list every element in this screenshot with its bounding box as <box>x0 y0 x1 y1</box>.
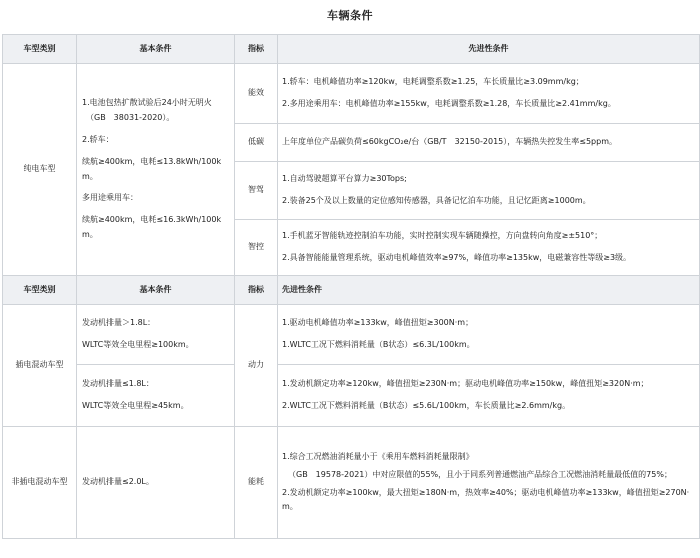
phev-category: 插电混动车型 <box>3 305 77 427</box>
advanced-line: 1.自动驾驶超算平台算力≥30Tops; <box>282 174 407 184</box>
phev-basic-cell <box>77 365 235 427</box>
ev-basic-conditions <box>77 64 235 276</box>
indicator-energy-efficiency: 能效 <box>235 64 278 124</box>
indicator-low-carbon: 低碳 <box>235 124 278 162</box>
advanced-cell <box>278 305 700 365</box>
table-row <box>3 427 700 539</box>
header-category: 车型类别 <box>3 276 77 305</box>
header-basic: 基本条件 <box>77 35 235 64</box>
table-row <box>3 365 700 427</box>
phev-basic-line: WLTC等效全电里程≥100km。 <box>82 340 194 349</box>
header-indicator: 指标 <box>235 35 278 64</box>
advanced-cell <box>278 427 700 539</box>
advanced-line: 2.多用途乘用车：电机峰值功率≥155kw，电耗调整系数≥1.28，车长质量比≥2.41mm/kg。 <box>282 99 616 108</box>
phev-basic-line: 发动机排量＞1.8L： <box>82 318 156 328</box>
advanced-line: 1.轿车：电机峰值功率≥120kw，电耗调整系数≥1.25，车长质量比≥3.09mm/kg； <box>282 77 584 87</box>
advanced-cell <box>278 220 700 276</box>
advanced-line: （GB 19578-2021）中对应限值的55%，且小于同系列普通燃油产品综合工况燃油消耗量最低值的75%； <box>288 469 672 479</box>
table-row <box>3 305 700 365</box>
table-header-row <box>3 276 700 305</box>
advanced-line: 1.WLTC工况下燃料消耗量（B状态）≤6.3L/100km。 <box>282 340 475 349</box>
header-advanced: 先进性条件 <box>278 35 700 64</box>
header-basic: 基本条件 <box>77 276 235 305</box>
indicator-energy-consumption: 能耗 <box>235 427 278 539</box>
advanced-cell <box>278 64 700 124</box>
nphev-category: 非插电混动车型 <box>3 427 77 539</box>
header-advanced: 先进性条件 <box>278 276 700 305</box>
advanced-line: 1.综合工况燃油消耗量小于《乘用车燃料消耗量限制》 <box>282 451 474 461</box>
indicator-power: 动力 <box>235 305 278 427</box>
table-row <box>3 64 700 124</box>
ev-basic-line: 1.电池包热扩散试验后24小时无明火 <box>82 98 212 108</box>
ev-basic-line: 续航≥400km，电耗≤16.3kWh/100km。 <box>82 215 222 239</box>
advanced-line: 1.发动机额定功率≥120kw，峰值扭矩≥230N·m；驱动电机峰值功率≥150kw，峰值扭矩≥320N·m； <box>282 379 649 389</box>
phev-basic-cell <box>77 305 235 365</box>
advanced-cell <box>278 124 700 162</box>
advanced-line: 上年度单位产品碳负荷≤60kgCO₂e/台（GB/T 32150-2015），车辆热失控发生率≤5ppm。 <box>282 137 618 147</box>
advanced-line: 1.手机蓝牙智能轨迹控制泊车功能，实时控制实现车辆随操控，方向盘转向角度≥±510°； <box>282 231 603 241</box>
advanced-line: 1.驱动电机峰值功率≥133kw，峰值扭矩≥300N·m； <box>282 318 474 328</box>
advanced-cell <box>278 365 700 427</box>
document-title: 车辆条件 <box>327 9 373 22</box>
phev-basic-line: 发动机排量≤1.8L： <box>82 379 154 389</box>
advanced-cell <box>278 162 700 220</box>
advanced-line: 2.发动机额定功率≥100kw，最大扭矩≥180N·m，热效率≥40%；驱动电机峰值功率≥133kw，峰值扭矩≥270N·m。 <box>282 487 690 512</box>
advanced-line: 2.具备智能能量管理系统，驱动电机峰值效率≥97%，峰值功率≥135kw，电磁兼容性等级≥3级。 <box>282 253 632 262</box>
indicator-smart-control: 智控 <box>235 220 278 276</box>
header-indicator: 指标 <box>235 276 278 305</box>
nphev-basic-cell: 发动机排量≤2.0L。 <box>77 427 235 539</box>
phev-basic-line: WLTC等效全电里程≥45km。 <box>82 401 189 410</box>
ev-category: 纯电车型 <box>3 64 77 276</box>
ev-basic-line: 多用途乘用车： <box>82 193 138 203</box>
table-header-row <box>3 35 700 64</box>
advanced-line: 2.装备25个及以上数量的定位感知传感器，具备记忆泊车功能，且记忆距离≥1000m。 <box>282 196 591 205</box>
ev-basic-line: 续航≥400km，电耗≤13.8kWh/100km。 <box>82 156 222 181</box>
advanced-line: 2.WLTC工况下燃料消耗量（B状态）≤5.6L/100km，车长质量比≥2.6mm/kg。 <box>282 401 571 410</box>
ev-basic-line: 2.轿车： <box>82 134 114 144</box>
vehicle-conditions-table <box>2 34 700 539</box>
indicator-smart-driving: 智驾 <box>235 162 278 220</box>
header-category: 车型类别 <box>3 35 77 64</box>
ev-basic-line: （GB 38031-2020）。 <box>86 113 175 123</box>
